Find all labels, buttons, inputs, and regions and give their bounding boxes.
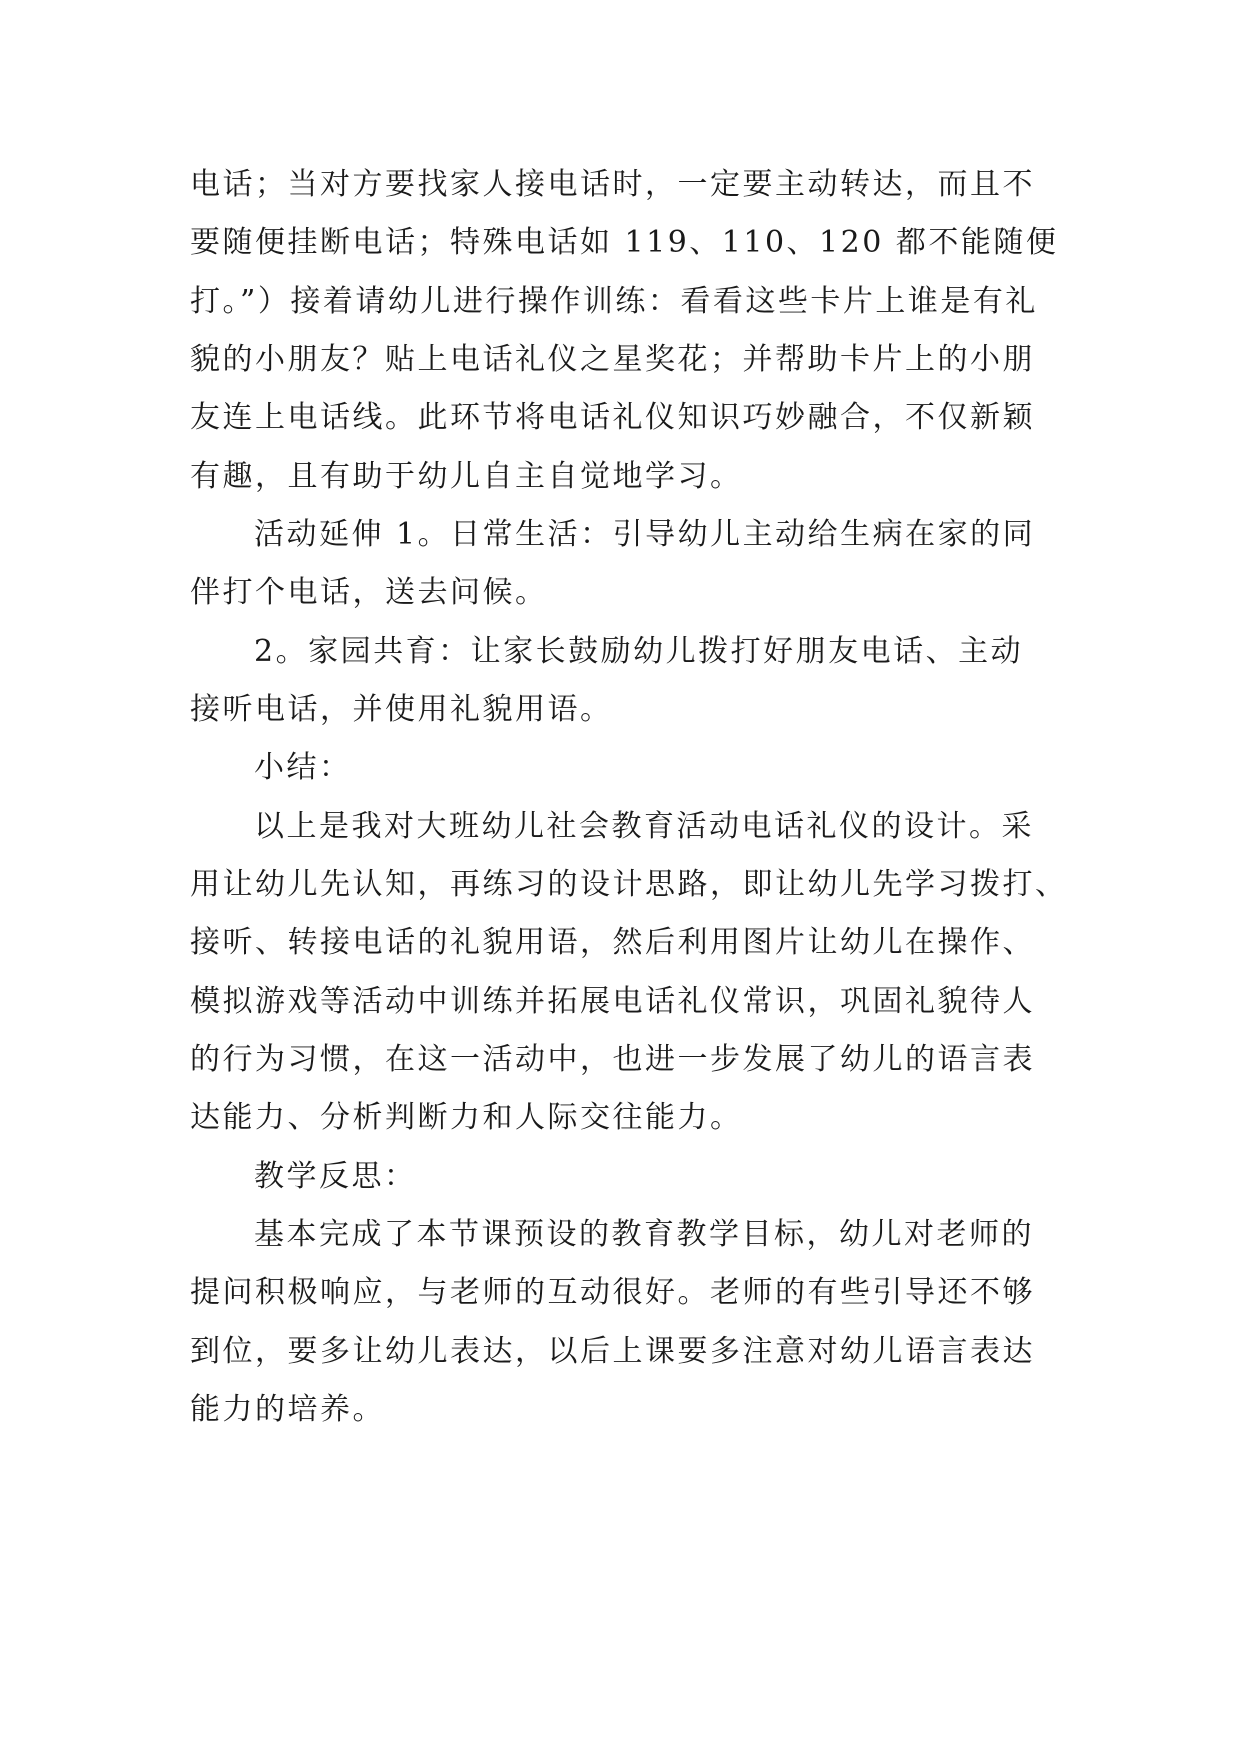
text-line: 友连上电话线。此环节将电话礼仪知识巧妙融合，不仅新颖: [190, 400, 1035, 435]
text-line: 接听电话，并使用礼貌用语。: [190, 692, 613, 727]
section-heading-summary: 小结：: [254, 750, 352, 785]
text-line: 电话；当对方要找家人接电话时，一定要主动转达，而且不: [190, 167, 1035, 202]
text-line: 到位，要多让幼儿表达，以后上课要多注意对幼儿语言表达: [190, 1334, 1035, 1369]
text-line: 模拟游戏等活动中训练并拓展电话礼仪常识，巩固礼貌待人: [190, 984, 1035, 1019]
text-line: 貌的小朋友？贴上电话礼仪之星奖花；并帮助卡片上的小朋: [190, 342, 1035, 377]
text-line: 能力的培养。: [190, 1392, 385, 1427]
text-line: 接听、转接电话的礼貌用语，然后利用图片让幼儿在操作、: [190, 925, 1035, 960]
text-line: 伴打个电话，送去问候。: [190, 575, 548, 610]
section-heading-reflection: 教学反思：: [254, 1159, 417, 1194]
text-line: 的行为习惯，在这一活动中，也进一步发展了幼儿的语言表: [190, 1042, 1035, 1077]
paragraph-first-line: 基本完成了本节课预设的教育教学目标，幼儿对老师的: [254, 1217, 1034, 1252]
text-line: 提问积极响应，与老师的互动很好。老师的有些引导还不够: [190, 1275, 1035, 1310]
text-line: 打。”）接着请幼儿进行操作训练：看看这些卡片上谁是有礼: [190, 284, 1038, 319]
paragraph-first-line: 2。家园共育：让家长鼓励幼儿拨打好朋友电话、主动: [254, 634, 1024, 669]
text-line: 达能力、分析判断力和人际交往能力。: [190, 1100, 743, 1135]
paragraph-first-line: 以上是我对大班幼儿社会教育活动电话礼仪的设计。采: [254, 809, 1034, 844]
text-line: 用让幼儿先认知，再练习的设计思路，即让幼儿先学习拨打、: [190, 867, 1068, 902]
text-line: 有趣，且有助于幼儿自主自觉地学习。: [190, 459, 743, 494]
paragraph-first-line: 活动延伸 1。日常生活：引导幼儿主动给生病在家的同: [254, 517, 1036, 552]
text-line: 要随便挂断电话；特殊电话如 119、110、120 都不能随便: [190, 225, 1059, 260]
